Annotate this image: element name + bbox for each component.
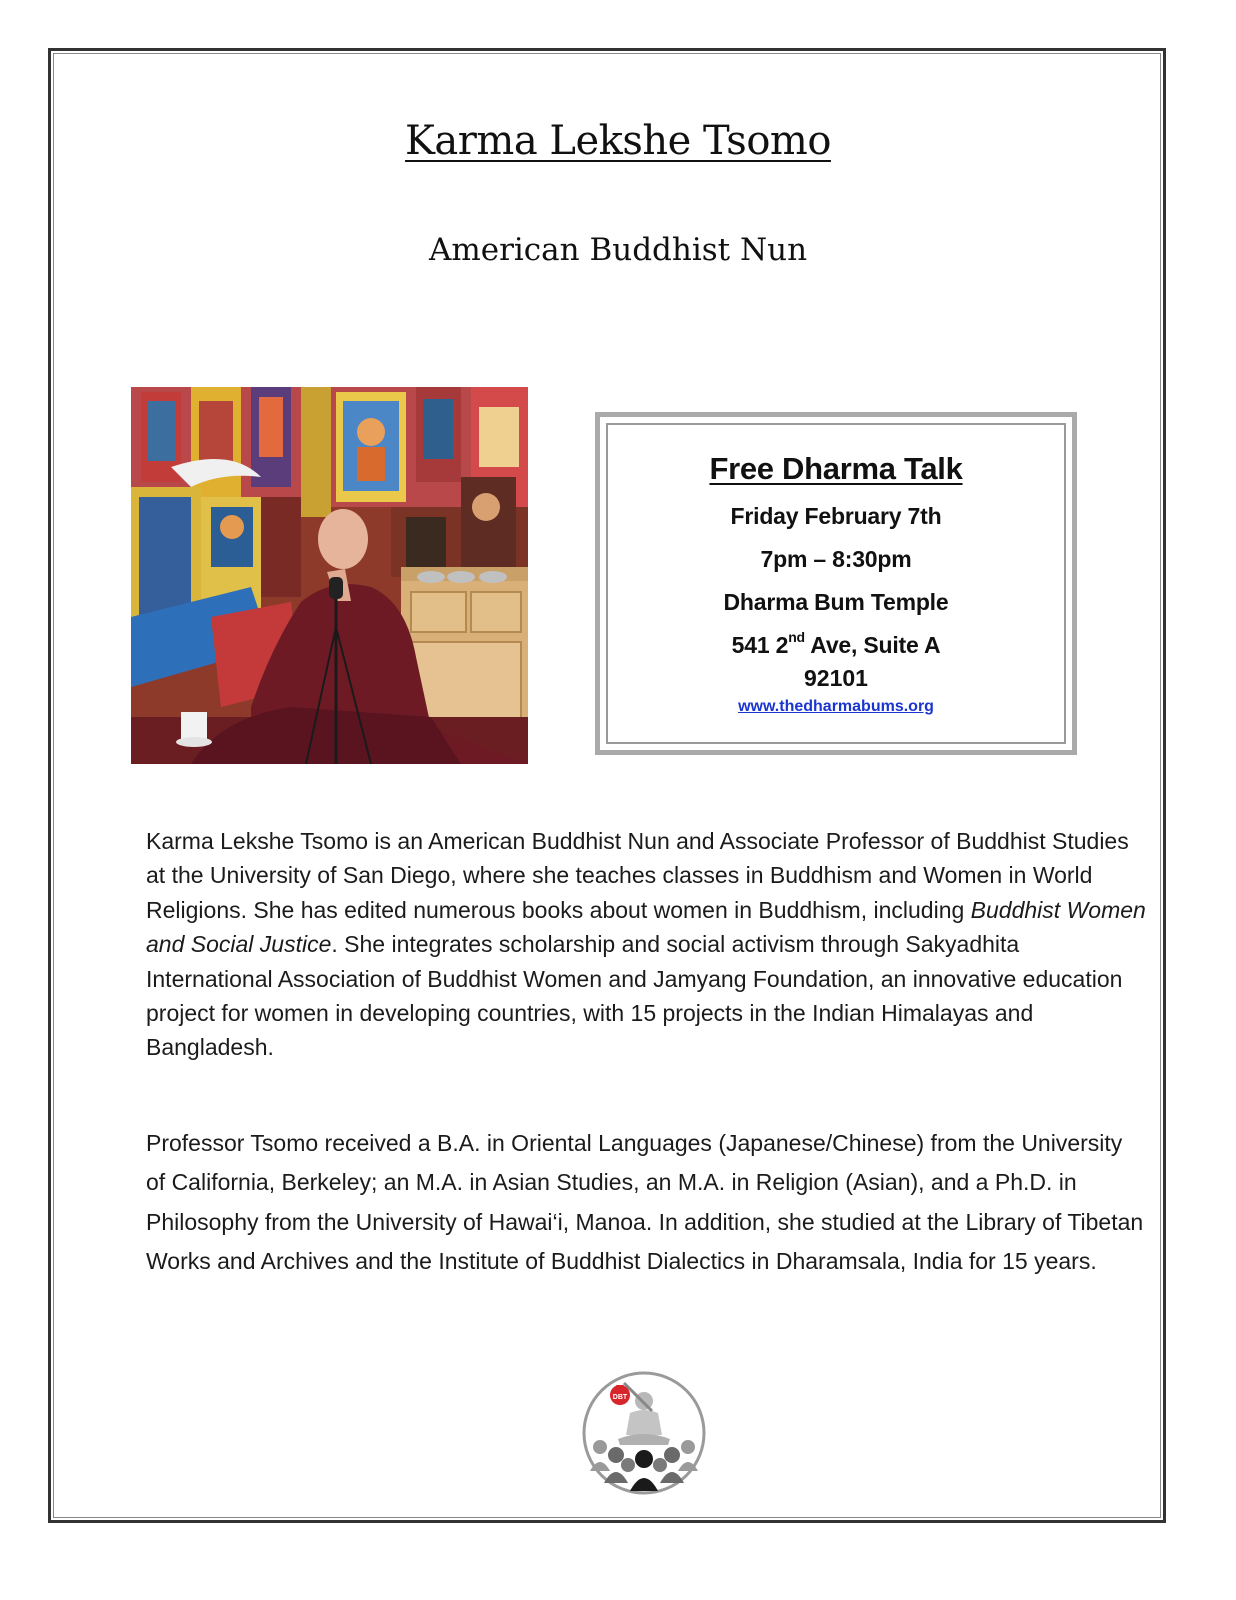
bio-p1-text-end: . She integrates scholarship and social activism through Sakyadhita International Association of Buddhist Women and Jamyang Foundation, an innovative education project for women in developing countries, with 15 projects in the Indian Himalayas and Bangladesh. bbox=[146, 931, 1123, 1061]
website-link[interactable]: www.thedharmabums.org bbox=[738, 698, 934, 715]
event-info-box bbox=[595, 412, 1077, 755]
event-address bbox=[608, 629, 1064, 659]
speaker-photo bbox=[131, 387, 528, 764]
event-info-inner bbox=[606, 423, 1066, 744]
dharma-bum-temple-logo-icon bbox=[582, 1371, 706, 1495]
event-address-number: 541 2 bbox=[731, 632, 789, 658]
event-address-suffix: nd bbox=[788, 629, 805, 646]
temple-logo bbox=[582, 1371, 706, 1495]
bio-p1-text: Karma Lekshe Tsomo is an American Buddhist Nun and Associate Professor of Buddhist Studies at the University of San Diego, where she teaches classes in Buddhism and Women in World Religions. She has edited numerous books about women in Buddhism, including bbox=[146, 828, 1129, 923]
page-title: Karma Lekshe Tsomo bbox=[405, 118, 831, 164]
bio-paragraph-1 bbox=[146, 824, 1146, 1065]
bio-paragraph-2: Professor Tsomo received a B.A. in Oriental Languages (Japanese/Chinese) from the University of California, Berkeley; an M.A. in Asian Studies, an M.A. in Religion (Asian), and a Ph.D. in Philosophy from the University of Hawai‘i, Manoa. In addition, she studied at the Library of Tibetan Works and Archives and the Institute of Buddhist Dialectics in Dharamsala, India for 15 years. bbox=[146, 1130, 1144, 1275]
page-subtitle: American Buddhist Nun bbox=[428, 232, 808, 268]
page-border bbox=[48, 48, 1166, 1523]
event-zip: 92101 bbox=[804, 665, 868, 691]
logo-badge-text: DBT bbox=[612, 1394, 628, 1401]
event-heading: Free Dharma Talk bbox=[709, 451, 963, 486]
event-date: Friday February 7th bbox=[730, 503, 942, 529]
book-title: Buddhist Women and Social Justice bbox=[146, 896, 1146, 958]
event-venue: Dharma Bum Temple bbox=[723, 589, 949, 615]
event-address-street: Ave, Suite A bbox=[804, 632, 941, 658]
seated-nun-photo-icon bbox=[131, 387, 528, 764]
event-time: 7pm – 8:30pm bbox=[760, 546, 912, 572]
